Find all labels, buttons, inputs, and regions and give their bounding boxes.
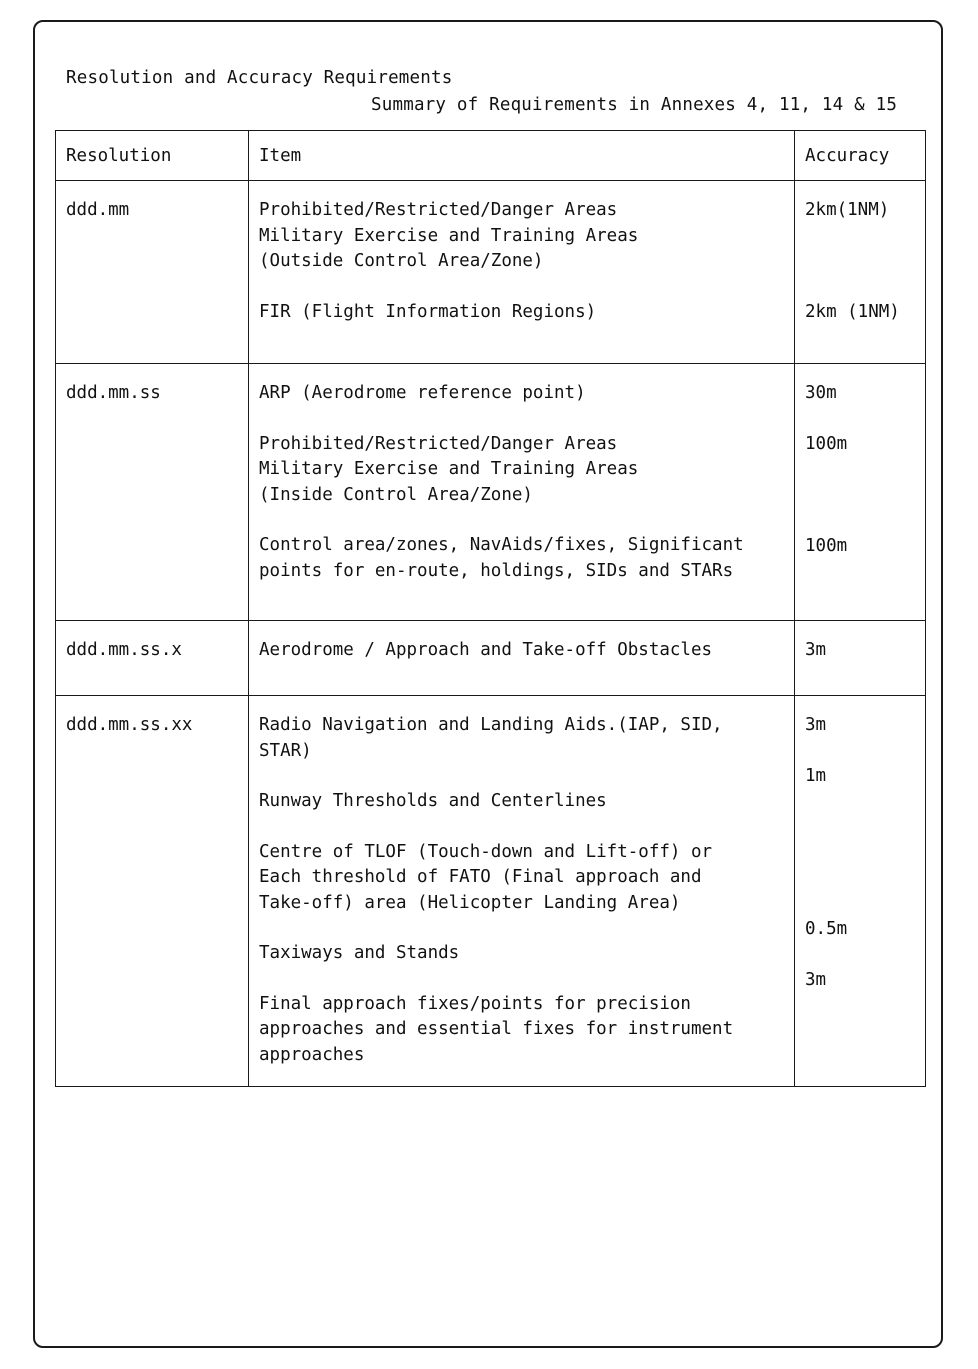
accuracy-value: 2km(1NM) <box>805 200 890 220</box>
accuracy-value: 3m <box>805 715 827 735</box>
requirements-table <box>55 130 926 1087</box>
item-cell <box>249 364 795 621</box>
item-text: Radio Navigation and Landing Aids.(IAP, SID, STAR) <box>259 715 723 761</box>
resolution-cell: ddd.mm <box>56 181 249 364</box>
table-row <box>56 621 926 696</box>
item-cell <box>249 621 795 696</box>
table-row <box>56 181 926 364</box>
item-cell <box>249 696 795 1087</box>
resolution-cell: ddd.mm.ss.xx <box>56 696 249 1087</box>
table-row <box>56 364 926 621</box>
accuracy-cell <box>795 621 926 696</box>
accuracy-value: 3m <box>805 970 827 990</box>
column-header-resolution: Resolution <box>56 131 249 181</box>
item-text: ARP (Aerodrome reference point) <box>259 383 586 403</box>
accuracy-cell <box>795 364 926 621</box>
column-header-item: Item <box>249 131 795 181</box>
table-row <box>56 696 926 1087</box>
item-text: Prohibited/Restricted/Danger Areas Military Exercise and Training Areas (Outside Control Area/Zone) <box>259 200 639 271</box>
accuracy-value: 0.5m <box>805 919 848 939</box>
item-text: Taxiways and Stands <box>259 943 460 963</box>
accuracy-value: 100m <box>805 434 848 454</box>
table-header-row <box>56 131 926 181</box>
resolution-cell: ddd.mm.ss <box>56 364 249 621</box>
item-text: Prohibited/Restricted/Danger Areas Military Exercise and Training Areas (Inside Control Area/Zone) <box>259 433 639 505</box>
resolution-cell: ddd.mm.ss.x <box>56 621 249 696</box>
item-text: Runway Thresholds and Centerlines <box>259 791 607 811</box>
item-cell <box>249 181 795 364</box>
accuracy-value: 3m <box>805 640 827 660</box>
document-title: Resolution and Accuracy Requirements <box>66 68 453 88</box>
accuracy-cell <box>795 696 926 1087</box>
accuracy-value: 100m <box>805 536 848 556</box>
item-text: Control area/zones, NavAids/fixes, Significant points for en-route, holdings, SIDs and STARs <box>259 535 744 581</box>
item-text: Centre of TLOF (Touch-down and Lift-off) or Each threshold of FATO (Final approach and Take-off) area (Helicopter Landing Area) <box>259 841 713 913</box>
accuracy-value: 1m <box>805 766 827 786</box>
document-subtitle: Summary of Requirements in Annexes 4, 11, 14 & 15 <box>371 95 898 115</box>
accuracy-value: 30m <box>805 383 837 403</box>
item-text: Final approach fixes/points for precision approaches and essential fixes for instrument approaches <box>259 993 734 1065</box>
item-text: Aerodrome / Approach and Take-off Obstacles <box>259 640 713 660</box>
item-text: FIR (Flight Information Regions) <box>259 301 597 322</box>
column-header-accuracy: Accuracy <box>795 131 926 181</box>
accuracy-value <box>805 815 915 917</box>
accuracy-value: 2km (1NM) <box>805 302 900 322</box>
accuracy-cell <box>795 181 926 364</box>
